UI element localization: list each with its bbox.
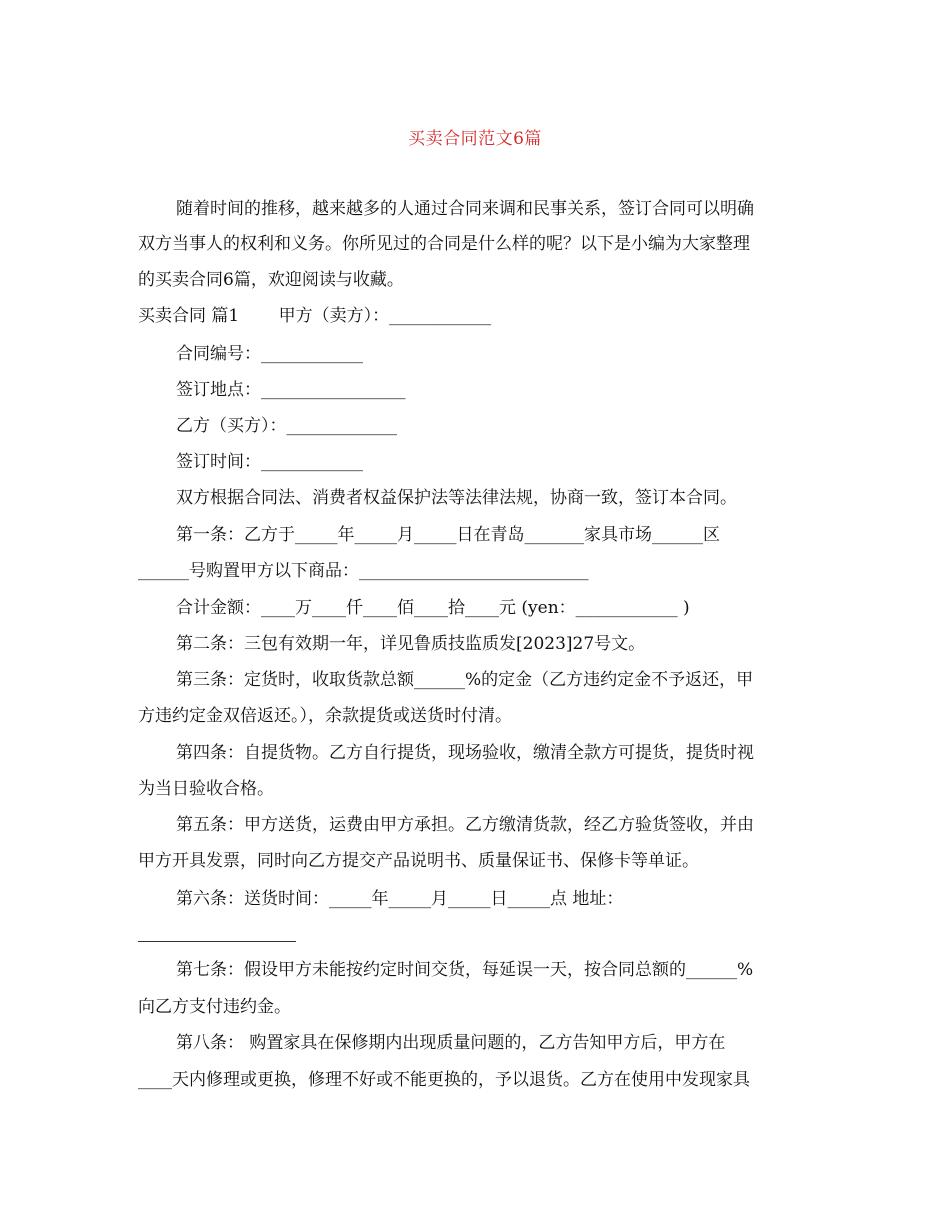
intro-line: 的买卖合同6篇，欢迎阅读与收藏。	[138, 270, 404, 290]
address-blank-line	[138, 940, 296, 942]
signing-place-field: 签订地点：_________________	[176, 380, 406, 400]
intro-line: 随着时间的推移，越来越多的人通过合同来调和民事关系，签订合同可以明确	[176, 199, 754, 219]
page-title: 买卖合同范文6篇	[408, 129, 542, 149]
article-line: 第五条：甲方送货，运费由甲方承担。乙方缴清货款，经乙方验货签收，并由	[176, 815, 754, 835]
article-line: 方违约定金双倍返还。），余款提货或送货时付清。	[138, 706, 512, 726]
total-amount-line: 合计金额：____万____仟____佰____拾____元 (yen：____________ )	[176, 598, 690, 618]
intro-line: 双方当事人的权利和义务。你所见过的合同是什么样的呢？以下是小编为大家整理	[138, 234, 750, 254]
article-line: 向乙方支付违约金。	[138, 997, 291, 1017]
article-line: 第二条：三包有效期一年，详见鲁质技监质发[2023]27号文。	[176, 634, 646, 654]
article-line: 第六条：送货时间：_____年_____月_____日_____点 地址：	[176, 889, 624, 909]
article-line: ______号购置甲方以下商品：___________________________	[138, 561, 589, 581]
agreement-line: 双方根据合同法、消费者权益保护法等法律法规，协商一致，签订本合同。	[176, 488, 737, 508]
article-line: ____天内修理或更换，修理不好或不能更换的，予以退货。乙方在使用中发现家具	[138, 1070, 750, 1090]
article-line: 第一条：乙方于_____年_____月_____日在青岛_______家具市场______区	[176, 525, 720, 545]
article-line: 甲方开具发票，同时向乙方提交产品说明书、质量保证书、保修卡等单证。	[138, 851, 699, 871]
article-line: 第三条：定货时，收取货款总额______%的定金（乙方违约定金不予返还，甲	[176, 670, 754, 690]
article-line: 为当日验收合格。	[138, 779, 274, 799]
contract-number-field: 合同编号：____________	[176, 344, 363, 364]
article-line: 第七条：假设甲方未能按约定时间交货，每延误一天，按合同总额的______%	[176, 960, 754, 980]
buyer-field: 乙方（买方）：_____________	[176, 416, 397, 436]
contract-heading: 买卖合同 篇1 甲方（卖方）：____________	[138, 306, 492, 326]
article-line: 第四条：自提货物。乙方自行提货，现场验收，缴清全款方可提货，提货时视	[176, 743, 754, 763]
signing-time-field: 签订时间：____________	[176, 452, 363, 472]
article-line: 第八条： 购置家具在保修期内出现质量问题的，乙方告知甲方后，甲方在	[176, 1033, 726, 1053]
